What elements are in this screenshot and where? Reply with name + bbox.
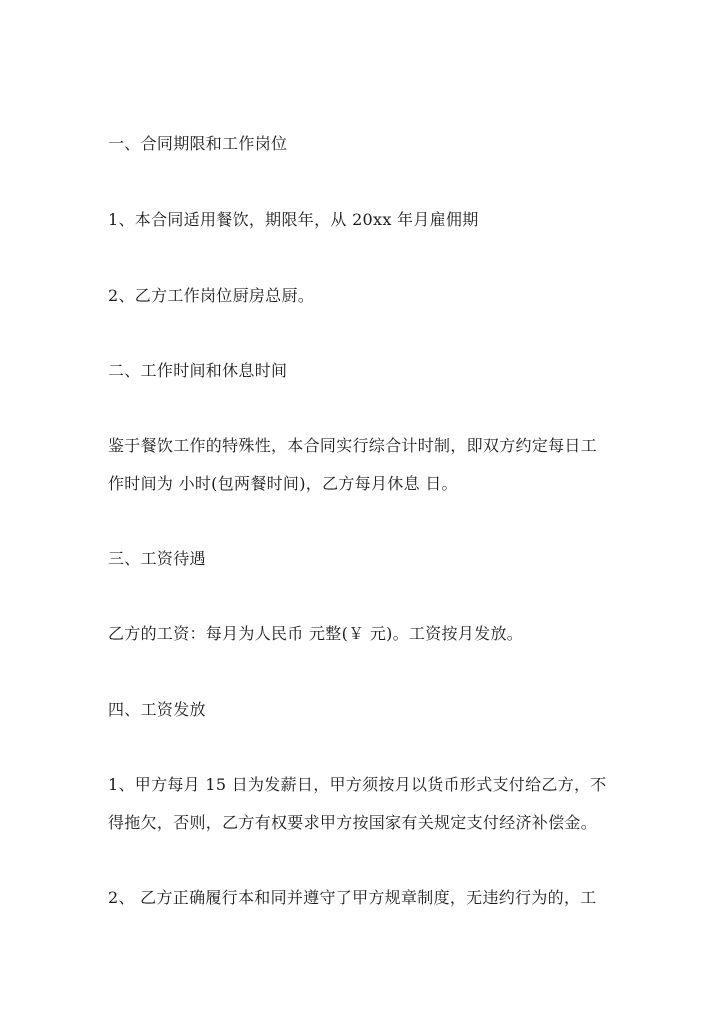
paragraph-work-hours-line-2: 作时间为 小时(包两餐时间)，乙方每月休息 日。: [108, 474, 458, 493]
paragraph-payday-line-1: 1、甲方每月 15 日为发薪日，甲方须按月以货币形式支付给乙方，不: [108, 775, 607, 794]
paragraph-contract-period: 1、本合同适用餐饮，期限年，从 20xx 年月雇佣期: [108, 210, 479, 229]
paragraph-work-hours-line-1: 鉴于餐饮工作的特殊性，本合同实行综合计时制，即双方约定每日工: [108, 436, 598, 455]
section-heading-salary-payment: 四、工资发放: [108, 700, 206, 719]
paragraph-compliance-line-1: 2、 乙方正确履行本和同并遵守了甲方规章制度，无违约行为的，工: [108, 888, 597, 907]
paragraph-salary: 乙方的工资：每月为人民币 元整(￥ 元)。工资按月发放。: [108, 624, 524, 643]
section-heading-work-hours: 二、工作时间和休息时间: [108, 361, 288, 380]
paragraph-job-position: 2、乙方工作岗位厨房总厨。: [108, 286, 315, 305]
section-heading-contract-term: 一、合同期限和工作岗位: [108, 134, 288, 153]
paragraph-payday-line-2: 得拖欠，否则，乙方有权要求甲方按国家有关规定支付经济补偿金。: [108, 813, 598, 832]
section-heading-salary: 三、工资待遇: [108, 549, 206, 568]
